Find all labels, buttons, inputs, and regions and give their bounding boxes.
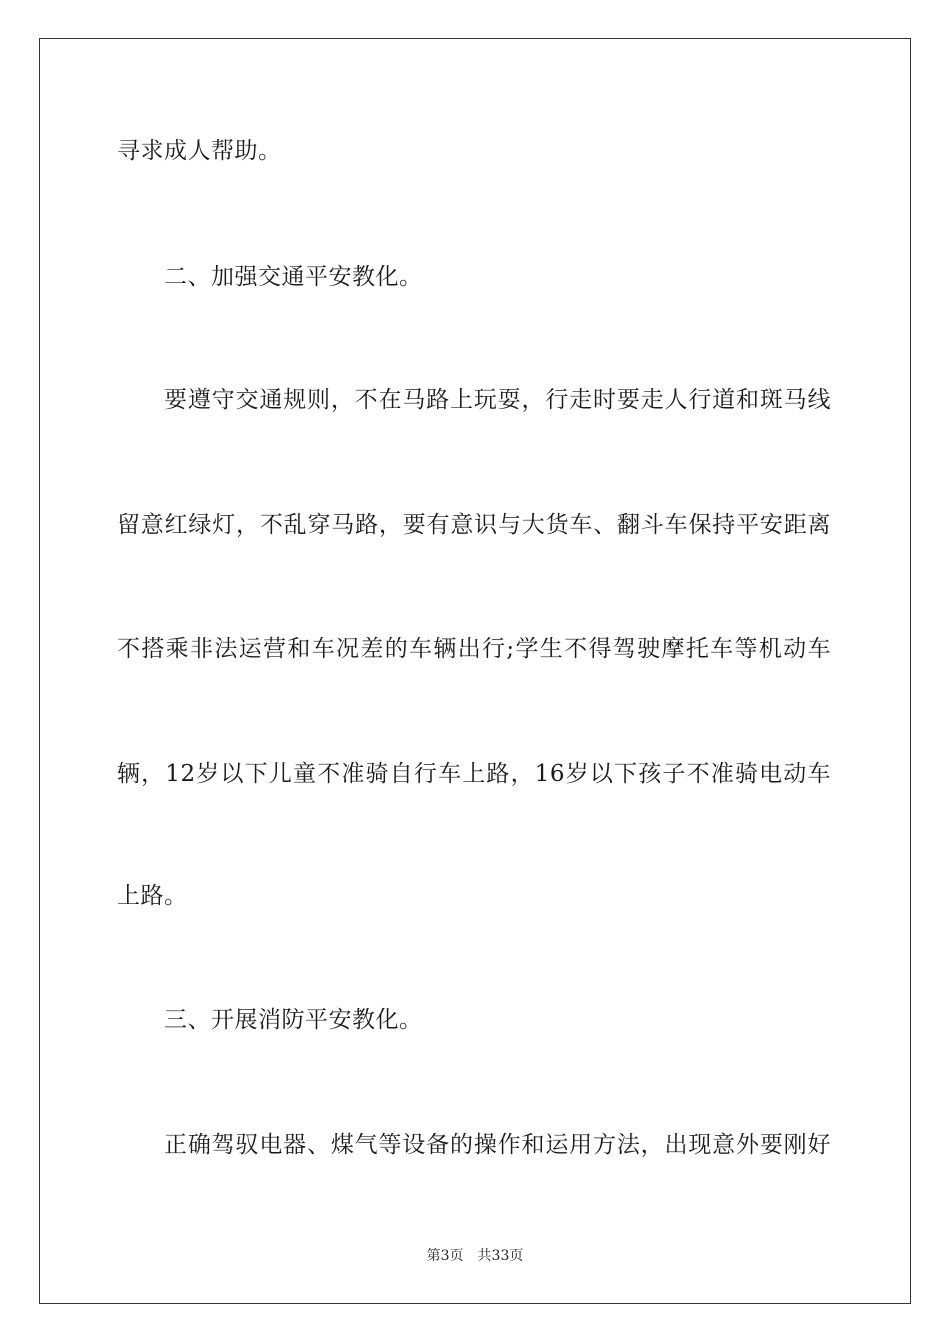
section-heading-traffic: 二、加强交通平安教化。	[164, 264, 423, 290]
paragraph-line: 辆，12岁以下儿童不准骑自行车上路，16岁以下孩子不准骑电动车	[117, 761, 831, 787]
paragraph-line: 不搭乘非法运营和车况差的车辆出行;学生不得驾驶摩托车等机动车	[117, 636, 831, 662]
paragraph-line: 留意红绿灯，不乱穿马路，要有意识与大货车、翻斗车保持平安距离	[117, 512, 831, 538]
paragraph-line: 上路。	[117, 883, 188, 909]
paragraph-line: 正确驾驭电器、煤气等设备的操作和运用方法，出现意外要刚好	[164, 1132, 831, 1158]
page-number-footer: 第3页 共33页	[426, 1248, 524, 1264]
page-border	[39, 38, 911, 1304]
paragraph-line: 要遵守交通规则，不在马路上玩耍，行走时要走人行道和斑马线	[164, 387, 831, 413]
paragraph-line: 寻求成人帮助。	[117, 138, 282, 164]
section-heading-fire: 三、开展消防平安教化。	[164, 1007, 423, 1033]
